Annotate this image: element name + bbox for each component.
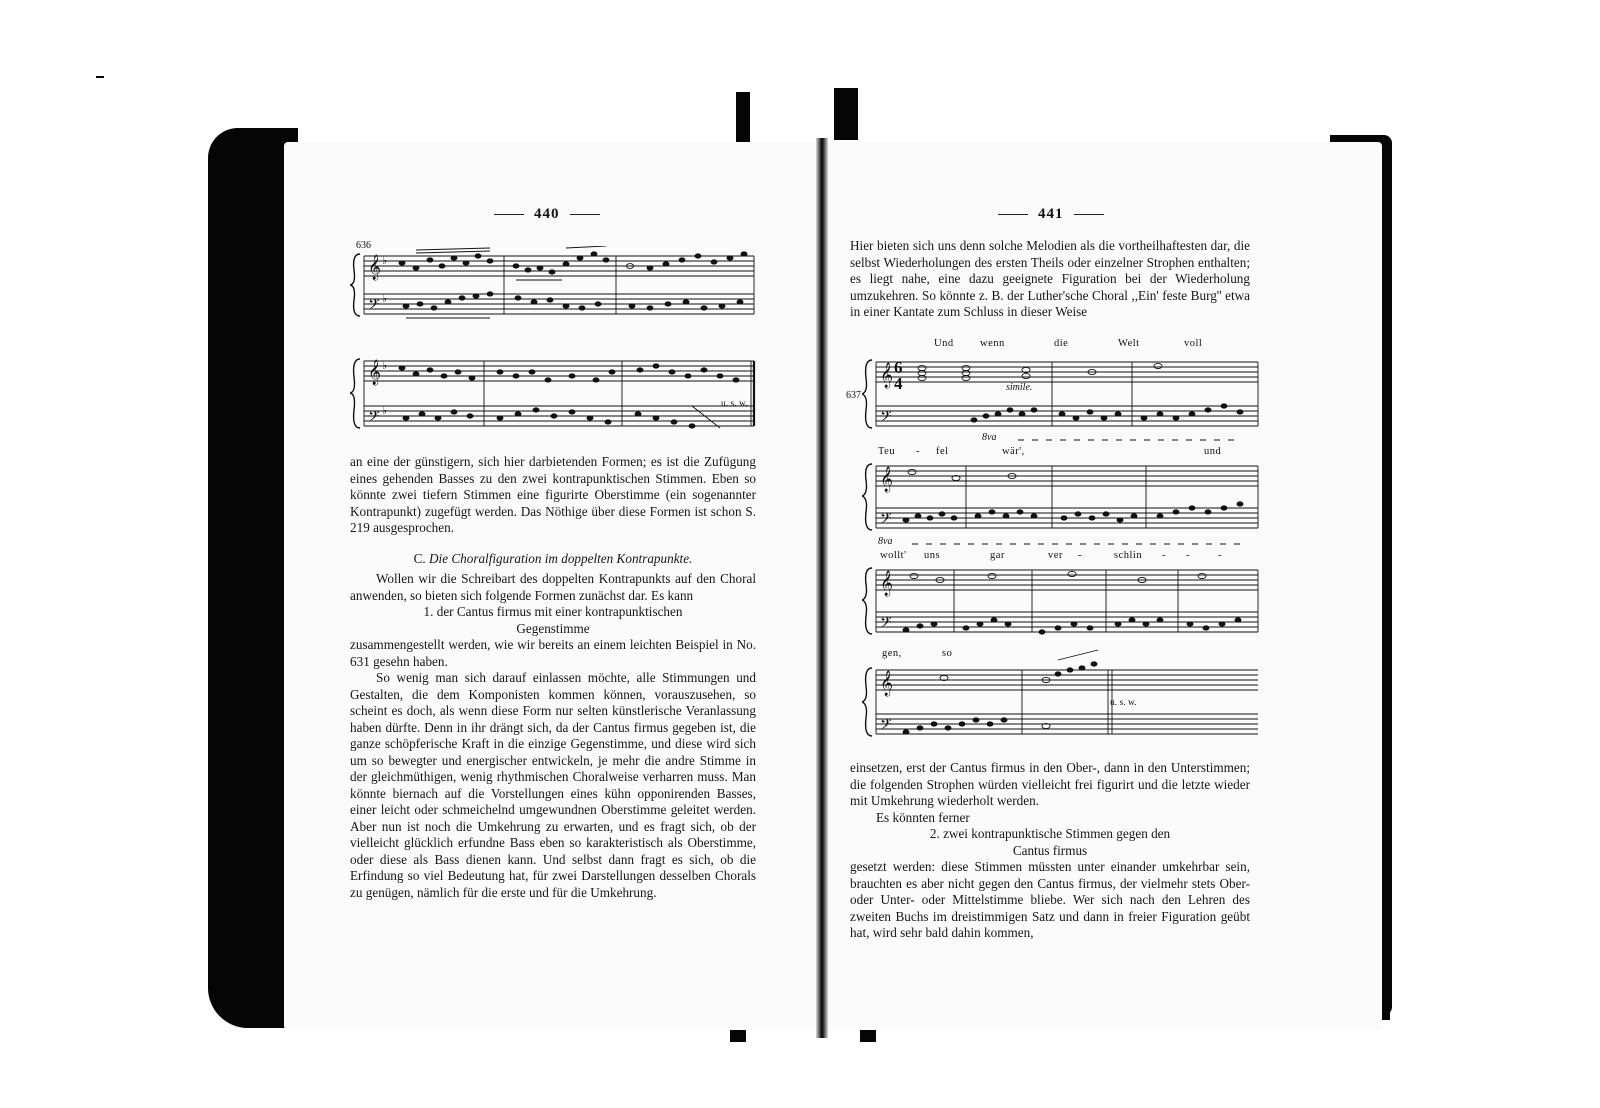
- svg-text:𝄞: 𝄞: [880, 571, 894, 596]
- list-item-1-line-2: Gegenstimme: [516, 620, 590, 636]
- music-score-636: [350, 246, 760, 446]
- notes-637: [903, 363, 1243, 734]
- section-heading: [350, 551, 756, 568]
- list-item-1-line-1: 1. der Cantus firmus mit einer kontrapunktischen: [423, 604, 683, 619]
- lyric-voll: voll: [1184, 338, 1203, 349]
- section-heading-title: Die Choralfiguration im doppelten Kontrapunkte.: [429, 550, 693, 566]
- right-paragraph-3: Es könnten ferner: [876, 809, 970, 825]
- left-paragraph-3: zusammengestellt werden, wie wir bereits an einem leichten Beispiel in No. 631 gesehn haben.: [350, 637, 756, 669]
- notes-636: [399, 246, 747, 428]
- lyric-und: Und: [934, 338, 954, 349]
- scan-mark: [96, 76, 104, 78]
- left-paragraph-1: an eine der günstigern, sich hier darbietenden Formen; es ist die Zufügung eines gehenden Basses zu den zwei kontrapunktischen Stimmen. Eben so könnte zwei tiefern Stimmen eine figurirte Oberstimme (ein sogenannter Kontrapunkt) zugefügt werden. Das Nöthige über diese Formen ist schon S. 219 ausgesprochen.: [350, 454, 756, 535]
- svg-text:𝄞: 𝄞: [368, 255, 382, 280]
- svg-text:𝄞: 𝄞: [368, 360, 382, 385]
- usw-label: u. s. w.: [1110, 698, 1137, 708]
- svg-text:♭: ♭: [382, 404, 388, 417]
- book-gutter: [816, 138, 828, 1038]
- svg-text:♭: ♭: [382, 254, 388, 267]
- example-number: 636: [356, 240, 371, 251]
- svg-text:𝄞: 𝄞: [880, 363, 894, 388]
- svg-text:𝄢: 𝄢: [368, 408, 380, 429]
- lyric-wenn: wenn: [980, 338, 1005, 349]
- lyric-fel: fel: [936, 446, 949, 457]
- lyric-gen: gen,: [882, 648, 902, 659]
- lyric-schlin: schlin: [1114, 550, 1143, 561]
- scan-tab-top: [736, 92, 750, 144]
- right-paragraph-1: Hier bieten sich uns denn solche Melodien als die vortheilhaftesten dar, die selbst Wiederholungen des ersten Theils oder einzelner Strophen enthalten; es liegt nahe, eine dazu geeignete Figuration bei der Wiederholung umzukehren. So könnte z. B. der Luther'sche Choral ,,Ein' feste Burg'' etwa in einer Kantate zum Schluss in dieser Weise: [850, 238, 1250, 319]
- example-number: 637: [846, 390, 861, 401]
- left-page: [284, 142, 822, 1030]
- svg-text:𝄢: 𝄢: [880, 510, 892, 531]
- lyric-ver: ver: [1048, 550, 1063, 561]
- lyric-welt: Welt: [1118, 338, 1140, 349]
- left-paragraph-4: So wenig man sich darauf einlassen möchte, alle Stimmungen und Gestalten, die dem Komponisten kommen können, vorauszusehen, so scheint es doch, als wenn diese Form nur selten künstlerische Veranlassung haben dürfte. Denn in ihr drängt sich, da der Cantus firmus gegeben ist, die ganze schöpferische Kraft in die einzige Gegenstimme, und diese wird sich um so bewegter und energischer entwickeln, je mehr die andre Stimme in der gleichmüthigen, wenig rhythmischen Choralweise verharren muss. Man könnte biernach auf die Vorstellungen eines kühn opponirenden Basses, einer leicht oder schmeichelnd umgewundnen Oberstimme geleitet werden. Aber nun ist noch die Umkehrung zu erwarten, und es fragt sich, ob der vielleicht glücklich erfundne Bass eben so karakteristisch als Oberstimme, oder diese als Bass dienen kann. Und selbst dann fragt es sich, ob die Erfindung so viel Bedeutung hat, für zwei Darstellungen desselben Chorals zu genügen, nämlich für die erste und für die Umkehrung.: [350, 670, 756, 900]
- right-paragraph-4: gesetzt werden: diese Stimmen müssten unter einander umkehrbar sein, brauchten es aber nicht gegen den Cantus firmus, der vielmehr stets Ober- oder Unter- oder Mittelstimme bliebe. Wer sich nach den Lehren des zweiten Buchs im dreistimmigen Satz und dann in freier Figuration geübt hat, wird sehr bald dahin kommen,: [850, 859, 1250, 940]
- time-signature: [894, 360, 903, 392]
- lyric-dash-3: -: [1162, 550, 1166, 561]
- svg-text:𝄢: 𝄢: [880, 614, 892, 635]
- list-item-2-line-2: Cantus firmus: [1012, 842, 1088, 858]
- time-signature-top: 6: [894, 358, 903, 377]
- left-text-block-1: [350, 454, 756, 901]
- octave-mark-2: 8va: [878, 536, 893, 547]
- octave-mark: 8va: [982, 432, 997, 443]
- lyric-wollt: wollt': [880, 550, 907, 561]
- section-heading-letter: C.: [413, 550, 426, 566]
- page-number: 440: [484, 206, 610, 223]
- lyric-waer: wär',: [1002, 446, 1025, 457]
- usw-label: u. s. w.: [721, 399, 748, 409]
- lyric-gar: gar: [990, 550, 1005, 561]
- scan-tab-top-2: [834, 88, 858, 140]
- right-paragraph-2: einsetzen, erst der Cantus firmus in den Ober-, dann in den Unterstimmen; die folgenden Strophen würden vielleicht frei figurirt und die letzte wieder mit Umkehrung wiederholt werden.: [850, 760, 1250, 808]
- music-score-637: [862, 348, 1262, 758]
- right-page: [822, 142, 1382, 1030]
- svg-text:𝄢: 𝄢: [368, 296, 380, 317]
- time-signature-bottom: 4: [894, 374, 903, 393]
- lyric-dash-5: -: [1218, 550, 1222, 561]
- lyric-teu: Teu: [878, 446, 896, 457]
- lyric-uns: uns: [924, 550, 941, 561]
- lyric-dash-4: -: [1186, 550, 1190, 561]
- svg-text:𝄢: 𝄢: [880, 716, 892, 737]
- lyric-so: so: [942, 648, 953, 659]
- svg-text:𝄢: 𝄢: [880, 408, 892, 429]
- lyric-dash: -: [916, 446, 920, 457]
- svg-text:♭: ♭: [382, 292, 388, 305]
- music-example-636: [350, 246, 760, 446]
- lyric-dash-2: -: [1078, 550, 1082, 561]
- svg-text:𝄞: 𝄞: [880, 467, 894, 492]
- right-text-block-2: [850, 760, 1250, 942]
- svg-text:𝄞: 𝄞: [880, 671, 894, 696]
- simile-label: simile.: [1006, 382, 1033, 393]
- page-number: 441: [988, 206, 1114, 223]
- svg-text:♭: ♭: [382, 359, 388, 372]
- left-paragraph-2: Wollen wir die Schreibart des doppelten Kontrapunkts auf den Choral anwenden, so bieten sich folgende Formen zunächst dar. Es kann: [350, 571, 756, 603]
- lyric-und-2: und: [1204, 446, 1222, 457]
- lyric-die: die: [1054, 338, 1069, 349]
- music-example-637: [862, 348, 1262, 758]
- list-item-2-line-1: 2. zwei kontrapunktische Stimmen gegen den: [929, 826, 1171, 841]
